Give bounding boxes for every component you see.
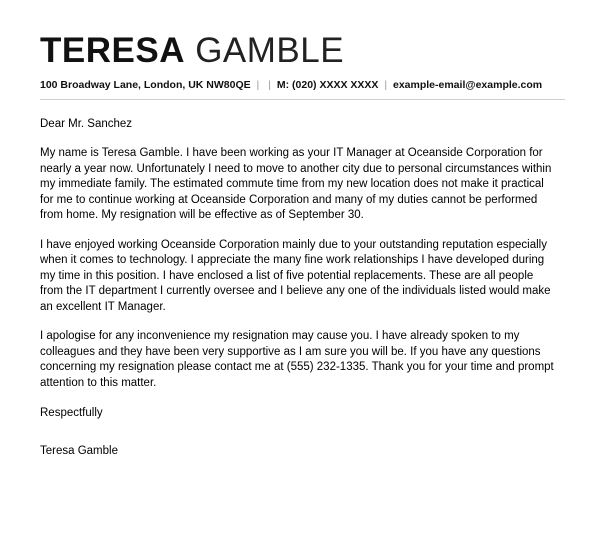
body-paragraph-3: I apologise for any inconvenience my resignation may cause you. I have already spoken to my colleagues and they have been very supportive as I am sure you will be. If you have any questions concerning my resignation please contact me at (555) 232-1335. Thank you for your time and prompt attention to this matter. — [40, 330, 554, 389]
closing: Respectfully — [40, 407, 103, 419]
contact-phone: (020) XXXX XXXX — [292, 79, 379, 91]
letterhead-name — [40, 30, 565, 72]
contact-separator-2: | — [268, 79, 271, 91]
contact-bar — [40, 78, 565, 100]
contact-phone-label: M: — [276, 79, 290, 91]
contact-separator-1: | — [256, 79, 260, 91]
contact-address: 100 Broadway Lane, London, UK NW80QE — [40, 79, 251, 91]
signature-name: Teresa Gamble — [40, 445, 118, 457]
body-paragraph-2: I have enjoyed working Oceanside Corporation mainly due to your outstanding reputation especially when it comes to technology. I appreciate the many fine work relationships I have developed during my time in this position. I have enclosed a list of five potential replacements. These are all people from the IT department I currently oversee and I believe any one of the individuals listed would make an excellent IT Manager. — [40, 238, 551, 313]
body-paragraph-1: My name is Teresa Gamble. I have been working as your IT Manager at Oceanside Corporation for nearly a year now. Unfortunately I need to move to another city due to personal circumstances within my immediate family. The estimated commute time from my new location does not make it practical for me to continue working at Oceanside Corporation and many of my duties cannot be performed from home. My resignation will be effective as of September 30. — [40, 147, 552, 221]
letterhead-last-name: GAMBLE — [195, 31, 345, 70]
letterhead-first-name: TERESA — [40, 31, 185, 70]
contact-email: example-email@example.com — [392, 79, 543, 91]
contact-separator-3: | — [384, 79, 388, 91]
salutation: Dear Mr. Sanchez — [40, 118, 133, 130]
